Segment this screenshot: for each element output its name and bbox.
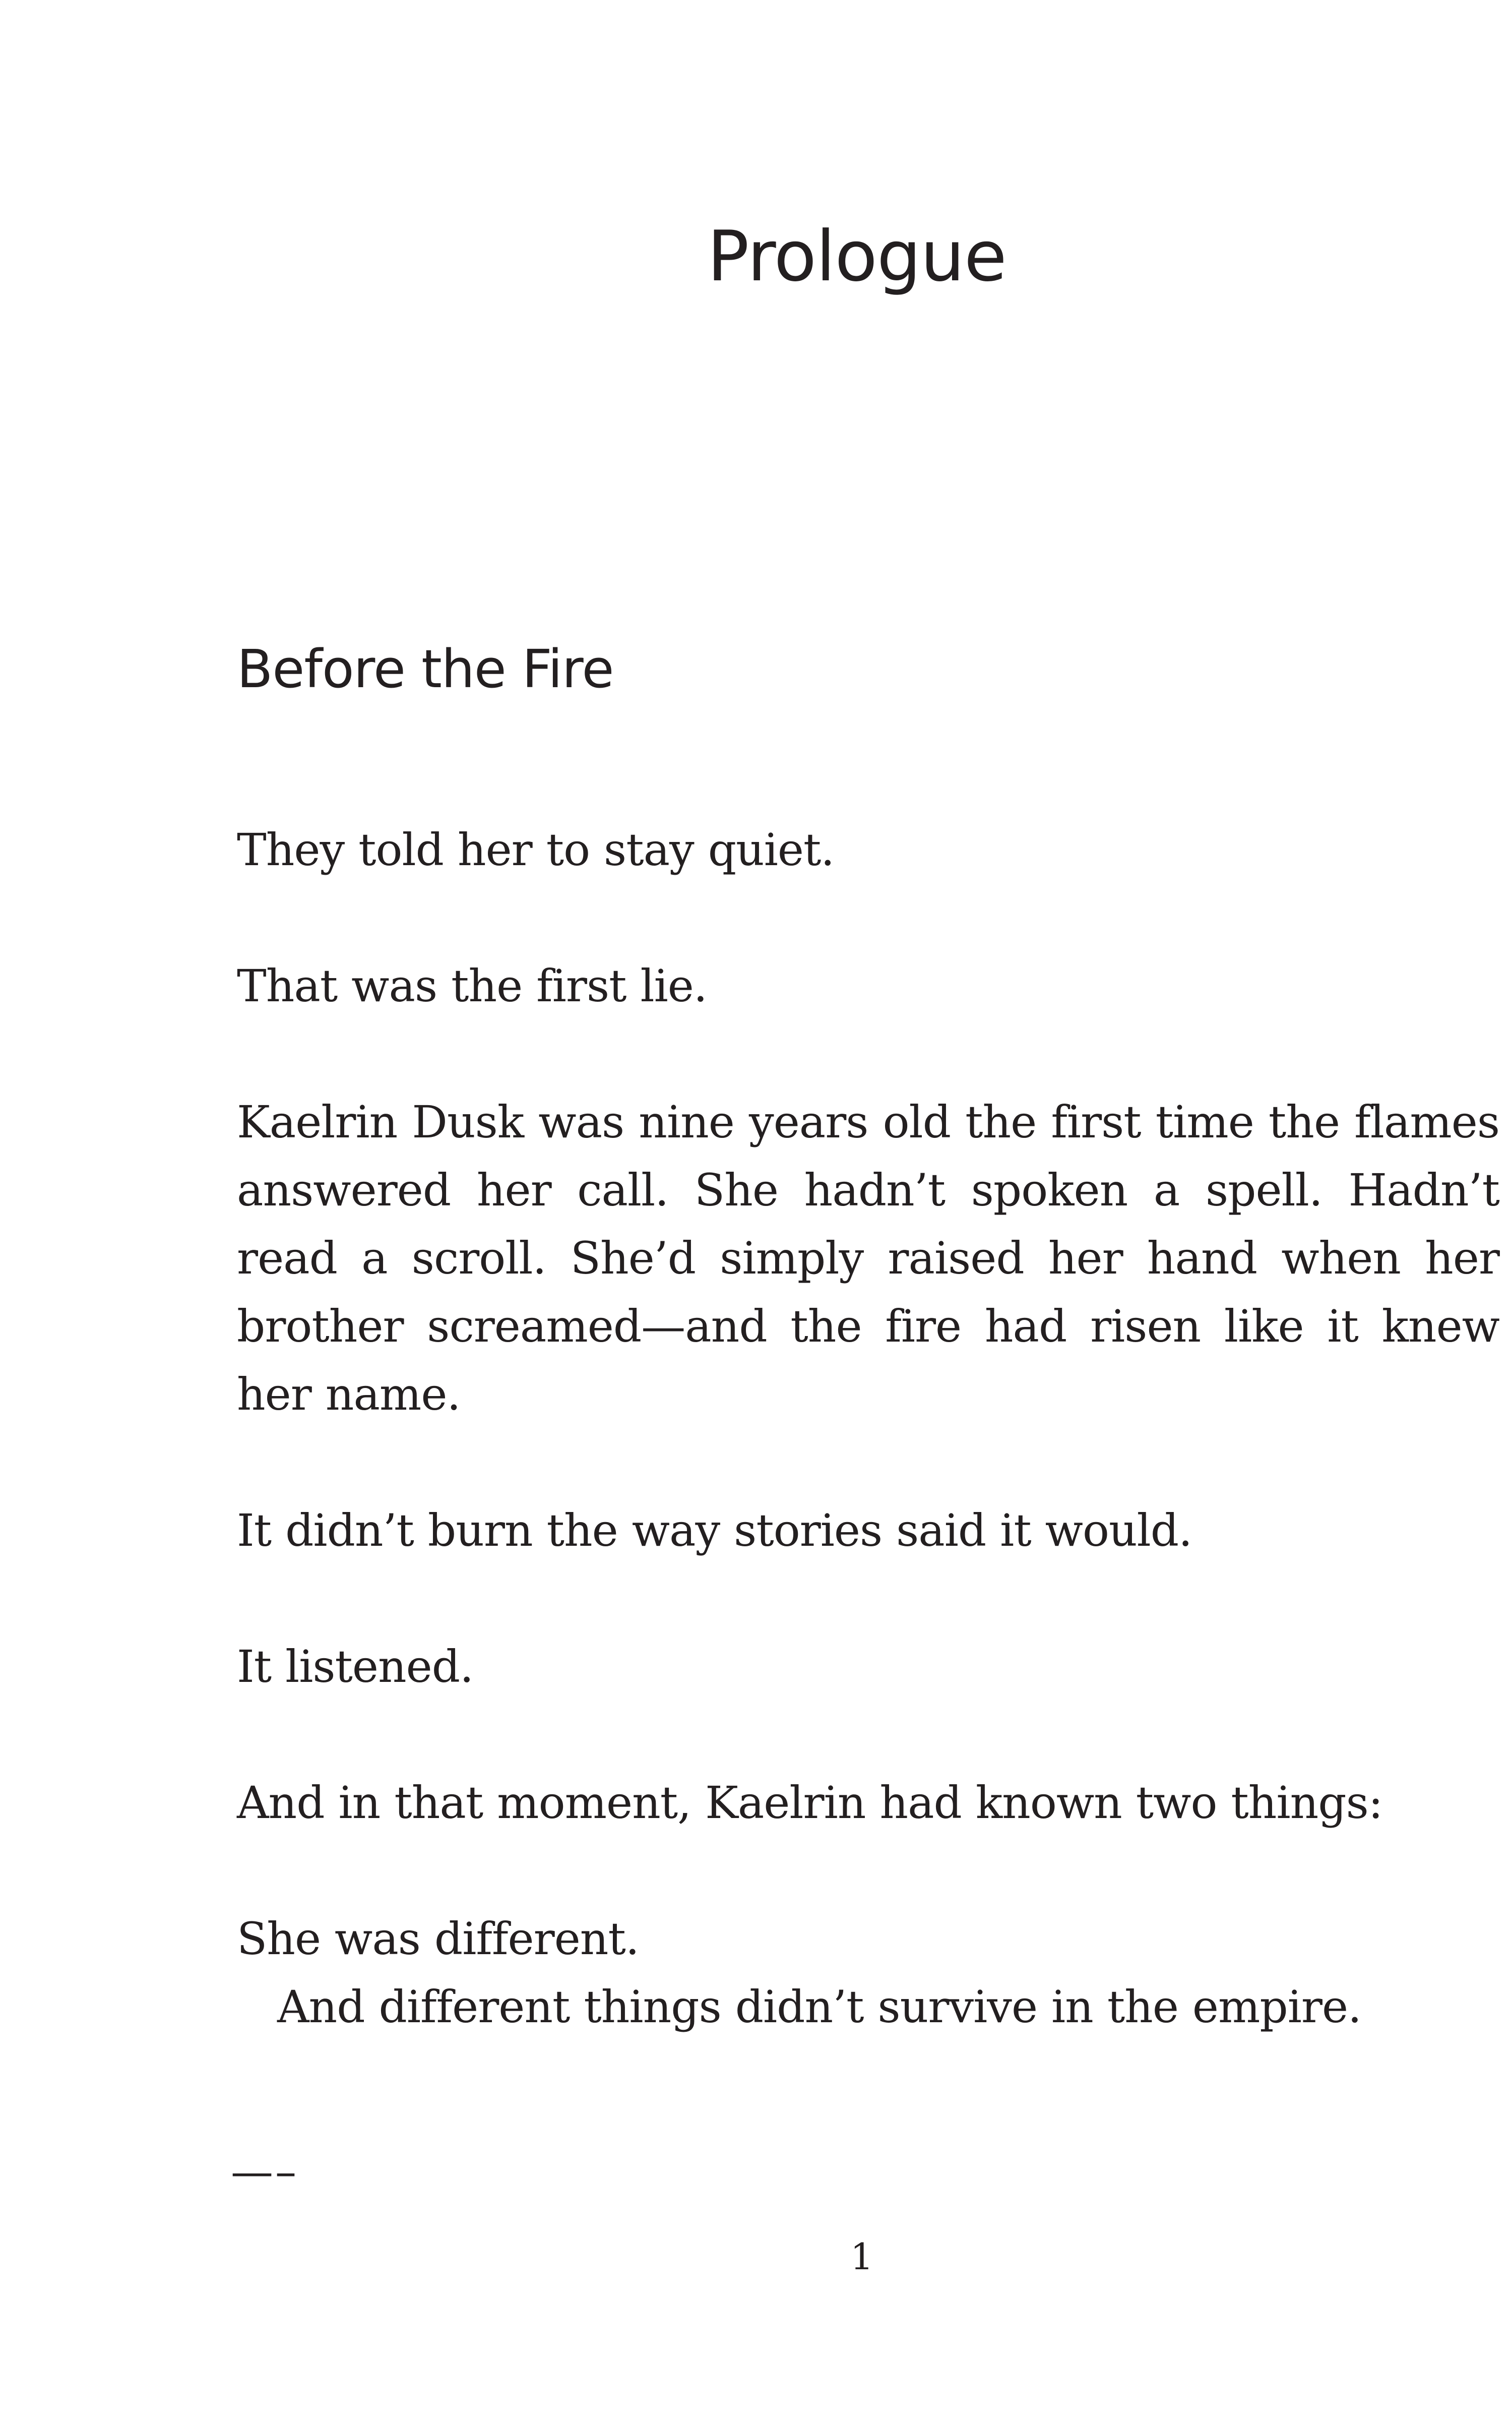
paragraph-6: And in that moment, Kaelrin had known two things: [237, 1777, 1383, 1829]
page-number: 1 [850, 2235, 873, 2278]
paragraph-7: She was different. [237, 1913, 639, 1965]
section-heading: Before the Fire [237, 638, 614, 700]
paragraph-4: It didn’t burn the way stories said it would. [237, 1504, 1192, 1556]
paragraph-3: Kaelrin Dusk was nine years old the first time the flames answered her call. She hadn’t spoken a spell. Hadn’t read a scroll. She’d simply raised her hand when her brother screamed—and the fire had risen like it knew her name. [237, 1096, 1499, 1420]
chapter-title: Prologue [707, 216, 1006, 297]
body-text [237, 816, 1499, 2109]
paragraph-8: And different things didn’t survive in the empire. [277, 1981, 1362, 2033]
scene-break: —– [231, 2147, 298, 2196]
paragraph-1: They told her to stay quiet. [237, 824, 835, 876]
paragraph-2: That was the first lie. [237, 960, 707, 1012]
paragraph-5: It listened. [237, 1641, 474, 1692]
